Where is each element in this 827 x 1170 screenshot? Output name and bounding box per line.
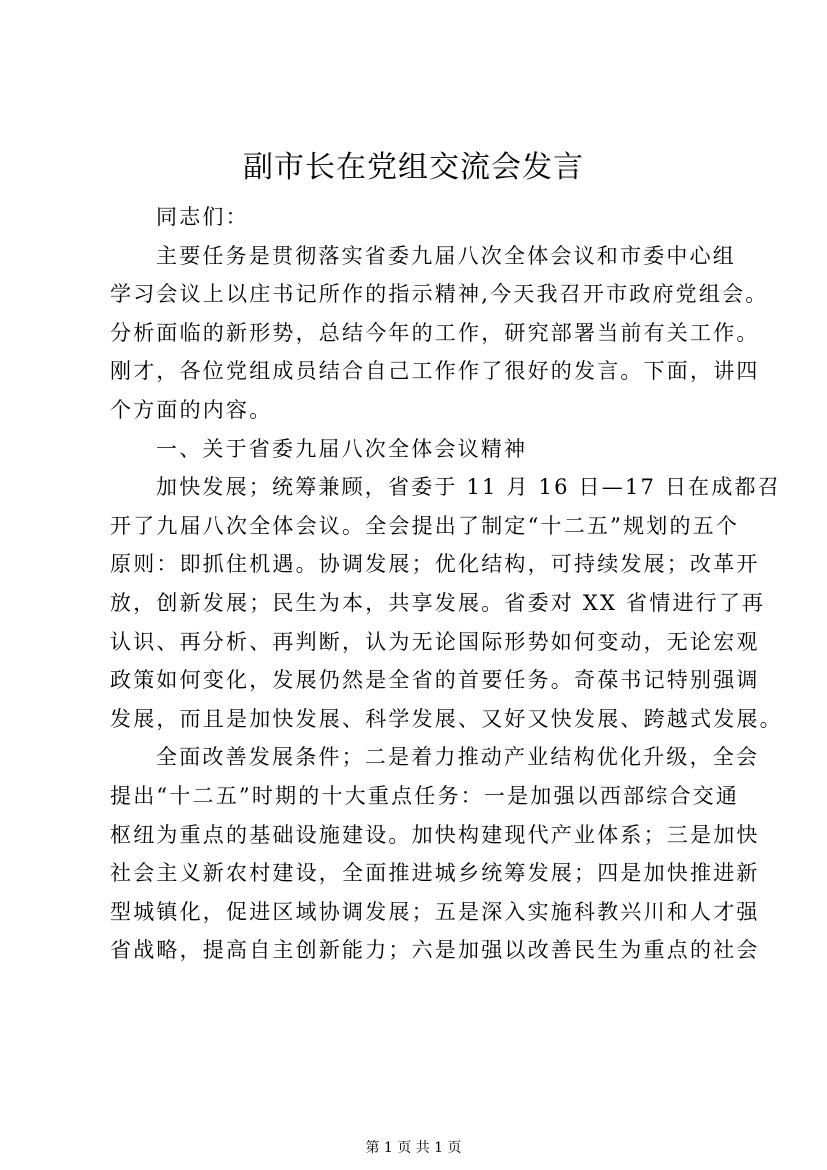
paragraph-line: 个方面的内容。: [110, 397, 273, 422]
paragraph-line: 枢纽为重点的基础设施建设。加快构建现代产业体系；三是加快: [110, 822, 760, 847]
paragraph-line: 刚才，各位党组成员结合自己工作作了很好的发言。下面，讲四: [110, 359, 760, 384]
paragraph-line: 提出“十二五”时期的十大重点任务：一是加强以西部综合交通: [110, 783, 740, 808]
paragraph-line: 社会主义新农村建设，全面推进城乡统筹发展；四是加快推进新: [110, 861, 760, 886]
paragraph-line: 认识、再分析、再判断，认为无论国际形势如何变动，无论宏观: [110, 629, 760, 654]
paragraph-line: 政策如何变化，发展仍然是全省的首要任务。奇葆书记特别强调: [110, 668, 760, 693]
paragraph-line: 分析面临的新形势，总结今年的工作，研究部署当前有关工作。: [110, 320, 760, 345]
paragraph-line: 开了九届八次全体会议。全会提出了制定“十二五”规划的五个: [110, 513, 740, 538]
paragraph-line: 加快发展；统筹兼顾，省委于 11 月 16 日—17 日在成都召: [156, 475, 781, 500]
section-heading: 一、关于省委九届八次全体会议精神: [156, 436, 528, 461]
paragraph-line: 主要任务是贯彻落实省委九届八次全体会议和市委中心组: [156, 243, 736, 268]
paragraph-line: 放，创新发展；民生为本，共享发展。省委对 XX 省情进行了再: [110, 590, 766, 615]
page-number-footer: 第 1 页 共 1 页: [365, 1140, 462, 1156]
paragraph-line: 原则：即抓住机遇。协调发展；优化结构，可持续发展；改革开: [110, 552, 760, 577]
paragraph-line: 型城镇化，促进区域协调发展；五是深入实施科教兴川和人才强: [110, 899, 760, 924]
document-body: [110, 198, 783, 970]
paragraph-line: 发展，而且是加快发展、科学发展、又好又快发展、跨越式发展。: [110, 706, 783, 731]
document-title: 副市长在党组交流会发言: [243, 150, 584, 185]
salutation-line: 同志们：: [156, 205, 249, 229]
paragraph-line: 省战略，提高自主创新能力；六是加强以改善民生为重点的社会: [110, 938, 760, 963]
paragraph-line: 全面改善发展条件；二是着力推动产业结构优化升级，全会: [156, 745, 760, 770]
paragraph-line: 学习会议上以庄书记所作的指示精神,今天我召开市政府党组会。: [110, 282, 769, 307]
